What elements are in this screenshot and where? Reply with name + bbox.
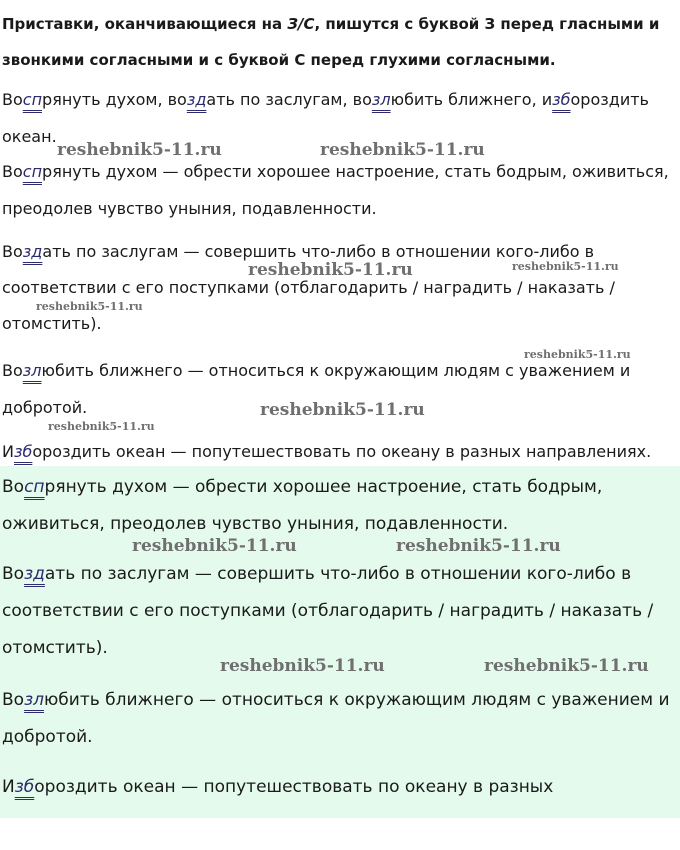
text-fragment: ороздить океан. [2, 90, 649, 146]
marked-prefix: зд [186, 90, 207, 109]
marked-prefix: зл [22, 361, 42, 380]
text-fragment: рянуть духом — обрести хорошее настроение, стать бодрым, оживиться, преодолев чувство уныния, подавленности. [2, 162, 669, 218]
watermark: reshebnik5-11.ru [260, 400, 425, 420]
definition-4 [2, 433, 678, 470]
marked-prefix: зд [24, 564, 45, 584]
text-fragment: ать по заслугам, во [206, 90, 372, 109]
text-fragment: Во [2, 361, 23, 380]
answer-definition-2 [2, 556, 674, 667]
marked-prefix: зб [13, 442, 33, 461]
heading-prefix: З/С [287, 15, 315, 33]
text-fragment: ать по заслугам — совершить что-либо в отношении кого-либо в соответствии с его поступками (отблагодарить / наградить / наказать / отомстить). [2, 242, 615, 333]
text-fragment: юбить ближнего, и [390, 90, 553, 109]
marked-prefix: сп [24, 477, 45, 497]
text-fragment: рянуть духом, во [42, 90, 187, 109]
definition-1 [2, 153, 678, 227]
marked-prefix: зб [14, 777, 35, 797]
marked-prefix: зб [552, 90, 571, 109]
answer-definition-1 [2, 469, 674, 543]
marked-prefix: зл [371, 90, 391, 109]
watermark: reshebnik5-11.ru [524, 348, 631, 361]
marked-prefix: сп [22, 162, 43, 181]
text-fragment: ороздить океан — попутешествовать по океану в разных направлениях. [32, 442, 652, 461]
text-fragment: И [2, 442, 14, 461]
watermark: reshebnik5-11.ru [512, 260, 619, 273]
watermark: reshebnik5-11.ru [248, 260, 413, 280]
watermark: reshebnik5-11.ru [36, 300, 143, 313]
definition-2 [2, 234, 678, 342]
heading-text-2: , пишутся с буквой З перед гласными и звонкими согласными и с буквой С перед глухими согласными. [2, 15, 660, 69]
marked-prefix: зд [22, 242, 43, 261]
watermark: reshebnik5-11.ru [57, 140, 222, 160]
text-fragment: рянуть духом — обрести хорошее настроение, стать бодрым, оживиться, преодолев чувство уныния, подавленности. [2, 477, 603, 534]
text-fragment: ороздить океан — попутешествовать по океану в разных [34, 777, 554, 797]
text-fragment: И [2, 777, 15, 797]
watermark: reshebnik5-11.ru [484, 656, 649, 676]
text-fragment: Во [2, 564, 25, 584]
watermark: reshebnik5-11.ru [48, 420, 155, 433]
task-heading [2, 6, 678, 78]
marked-prefix: сп [22, 90, 43, 109]
text-fragment: Во [2, 690, 25, 710]
watermark: reshebnik5-11.ru [320, 140, 485, 160]
watermark: reshebnik5-11.ru [396, 536, 561, 556]
watermark: reshebnik5-11.ru [132, 536, 297, 556]
text-fragment: Во [2, 162, 23, 181]
text-fragment: Во [2, 477, 25, 497]
answer-definition-4 [2, 769, 674, 806]
text-fragment: Во [2, 242, 23, 261]
text-fragment: юбить ближнего — относиться к окружающим людям с уважением и добротой. [2, 690, 670, 747]
text-fragment: юбить ближнего — относиться к окружающим людям с уважением и добротой. [2, 361, 631, 417]
text-fragment: Во [2, 90, 23, 109]
watermark: reshebnik5-11.ru [220, 656, 385, 676]
text-fragment: ать по заслугам — совершить что-либо в отношении кого-либо в соответствии с его поступками (отблагодарить / наградить / наказать / отомстить). [2, 564, 654, 658]
heading-text-1: Приставки, оканчивающиеся на [2, 15, 288, 33]
answer-definition-3 [2, 682, 674, 756]
marked-prefix: зл [24, 690, 44, 710]
